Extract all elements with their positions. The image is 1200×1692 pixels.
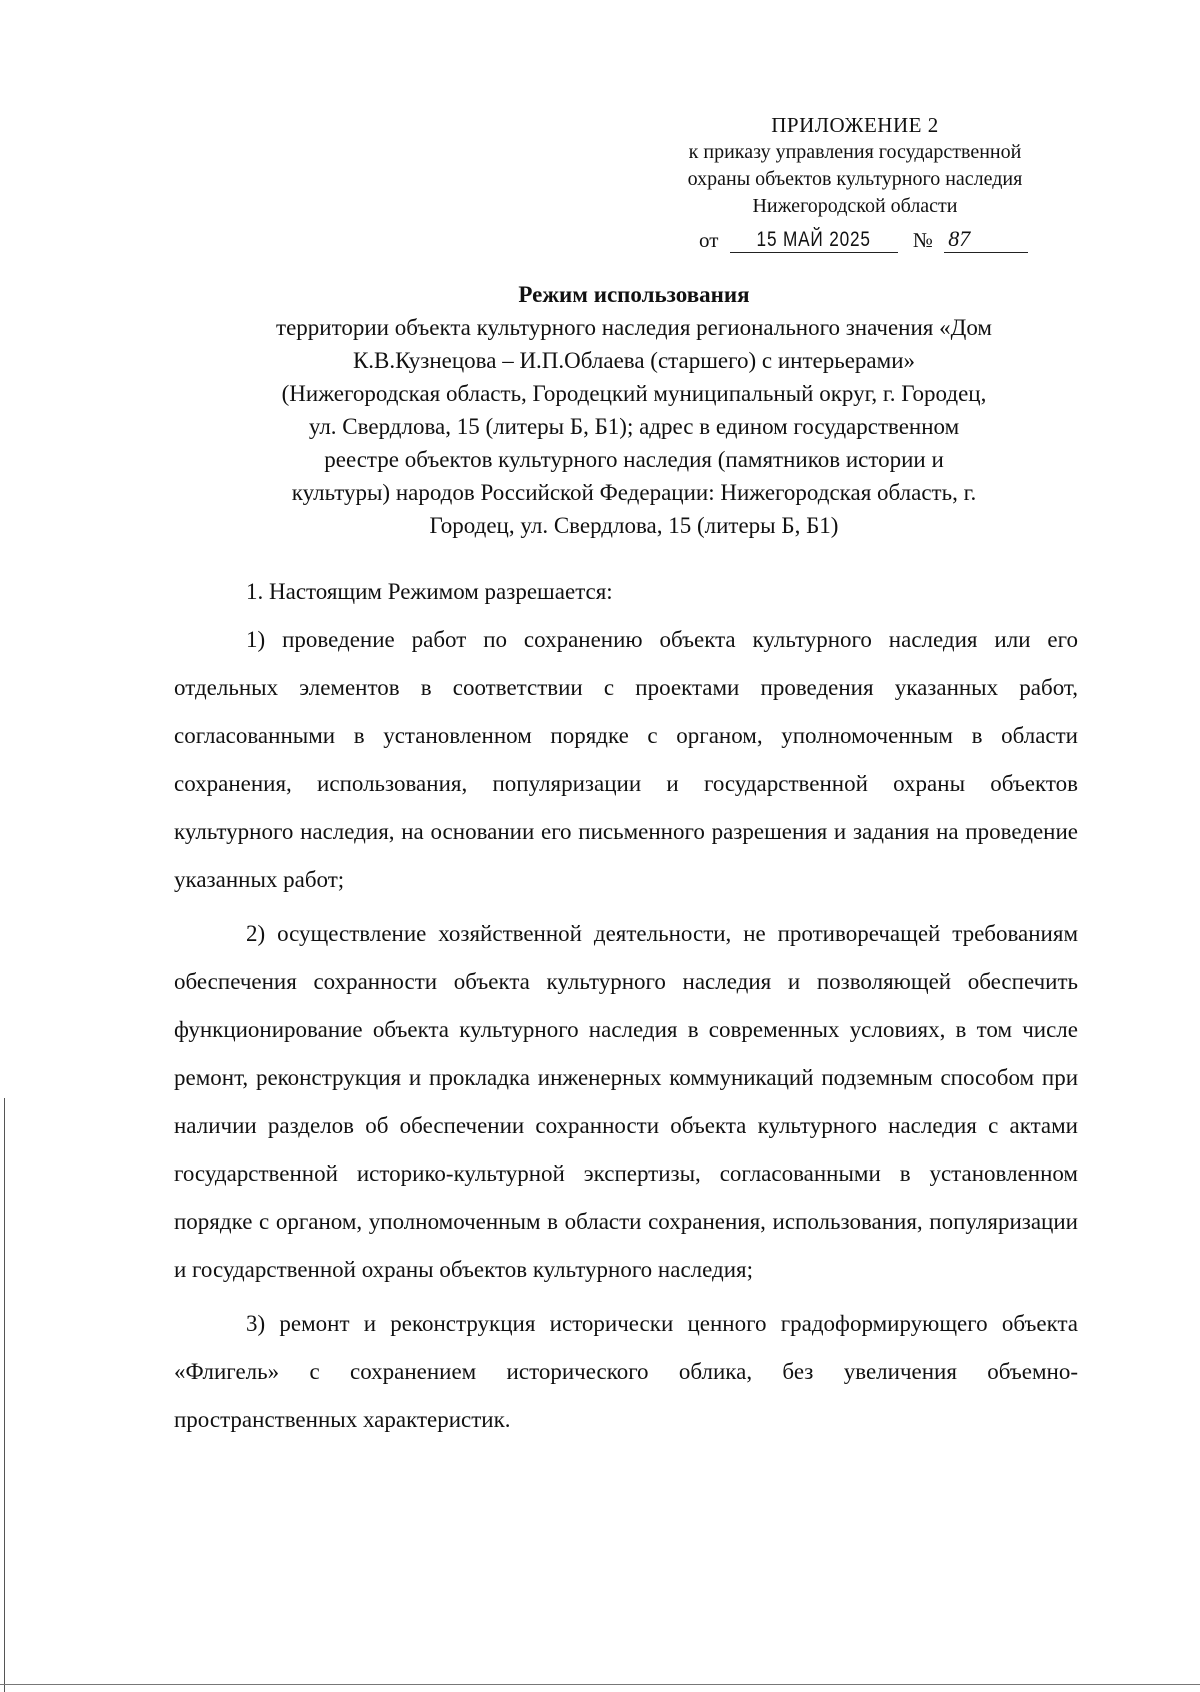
document-body xyxy=(174,568,1078,1444)
appendix-line-1: к приказу управления государственной xyxy=(688,141,1022,163)
order-date-number xyxy=(699,226,1028,256)
title-line: культуры) народов Российской Федерации: Нижегородская область, г. xyxy=(291,480,977,505)
scan-edge-line xyxy=(4,1098,5,1692)
scan-bottom-line xyxy=(0,1684,1200,1685)
body-intro: 1. Настоящим Режимом разрешается: xyxy=(246,579,613,604)
body-item-1: 1) проведение работ по сохранению объекта культурного наследия или его отдельных элементов в соответствии с проектами проведения указанных работ, согласованными в установленном порядке с органом, уполномоченным в области сохранения, использования, популяризации и государственной охраны объектов культурного наследия, на основании его письменного разрешения и задания на проведение указанных работ; xyxy=(174,627,1078,892)
appendix-line-2: охраны объектов культурного наследия xyxy=(687,168,1023,190)
title-line: ул. Свердлова, 15 (литеры Б, Б1); адрес в едином государственном xyxy=(308,414,960,439)
number-prefix: № xyxy=(912,228,933,252)
body-item-2: 2) осуществление хозяйственной деятельности, не противоречащей требованиям обеспечения сохранности объекта культурного наследия и позволяющей обеспечить функционирование объекта культурного наследия в современных условиях, в том числе ремонт, реконструкция и прокладка инженерных коммуникаций подземным способом при наличии разделов об обеспечении сохранности объекта культурного наследия с актами государственной историко-культурной экспертизы, согласованными в установленном порядке с органом, уполномоченным в области сохранения, использования, популяризации и государственной охраны объектов культурного наследия; xyxy=(174,921,1078,1282)
document-title xyxy=(170,278,1098,542)
title-line: (Нижегородская область, Городецкий муниципальный округ, г. Городец, xyxy=(281,381,987,406)
appendix-line-3: Нижегородской области xyxy=(752,195,958,217)
order-number: 87 xyxy=(944,226,1028,253)
title-line: Городец, ул. Свердлова, 15 (литеры Б, Б1) xyxy=(429,513,839,538)
appendix-title: ПРИЛОЖЕНИЕ 2 xyxy=(771,113,939,137)
title-line: реестре объектов культурного наследия (памятников истории и xyxy=(324,447,944,472)
title-line: территории объекта культурного наследия регионального значения «Дом xyxy=(276,315,992,340)
date-value: 15 МАЙ 2025 xyxy=(756,228,871,251)
date-prefix: от xyxy=(699,228,719,252)
appendix-header xyxy=(620,112,1090,220)
title-heading: Режим использования xyxy=(518,282,750,307)
title-line: К.В.Кузнецова – И.П.Облаева (старшего) с интерьерами» xyxy=(352,348,916,373)
body-item-3: 3) ремонт и реконструкция исторически ценного градоформирующего объекта «Флигель» с сохранением исторического облика, без увеличения объемно-пространственных характеристик. xyxy=(174,1311,1078,1432)
date-stamp xyxy=(730,228,898,253)
